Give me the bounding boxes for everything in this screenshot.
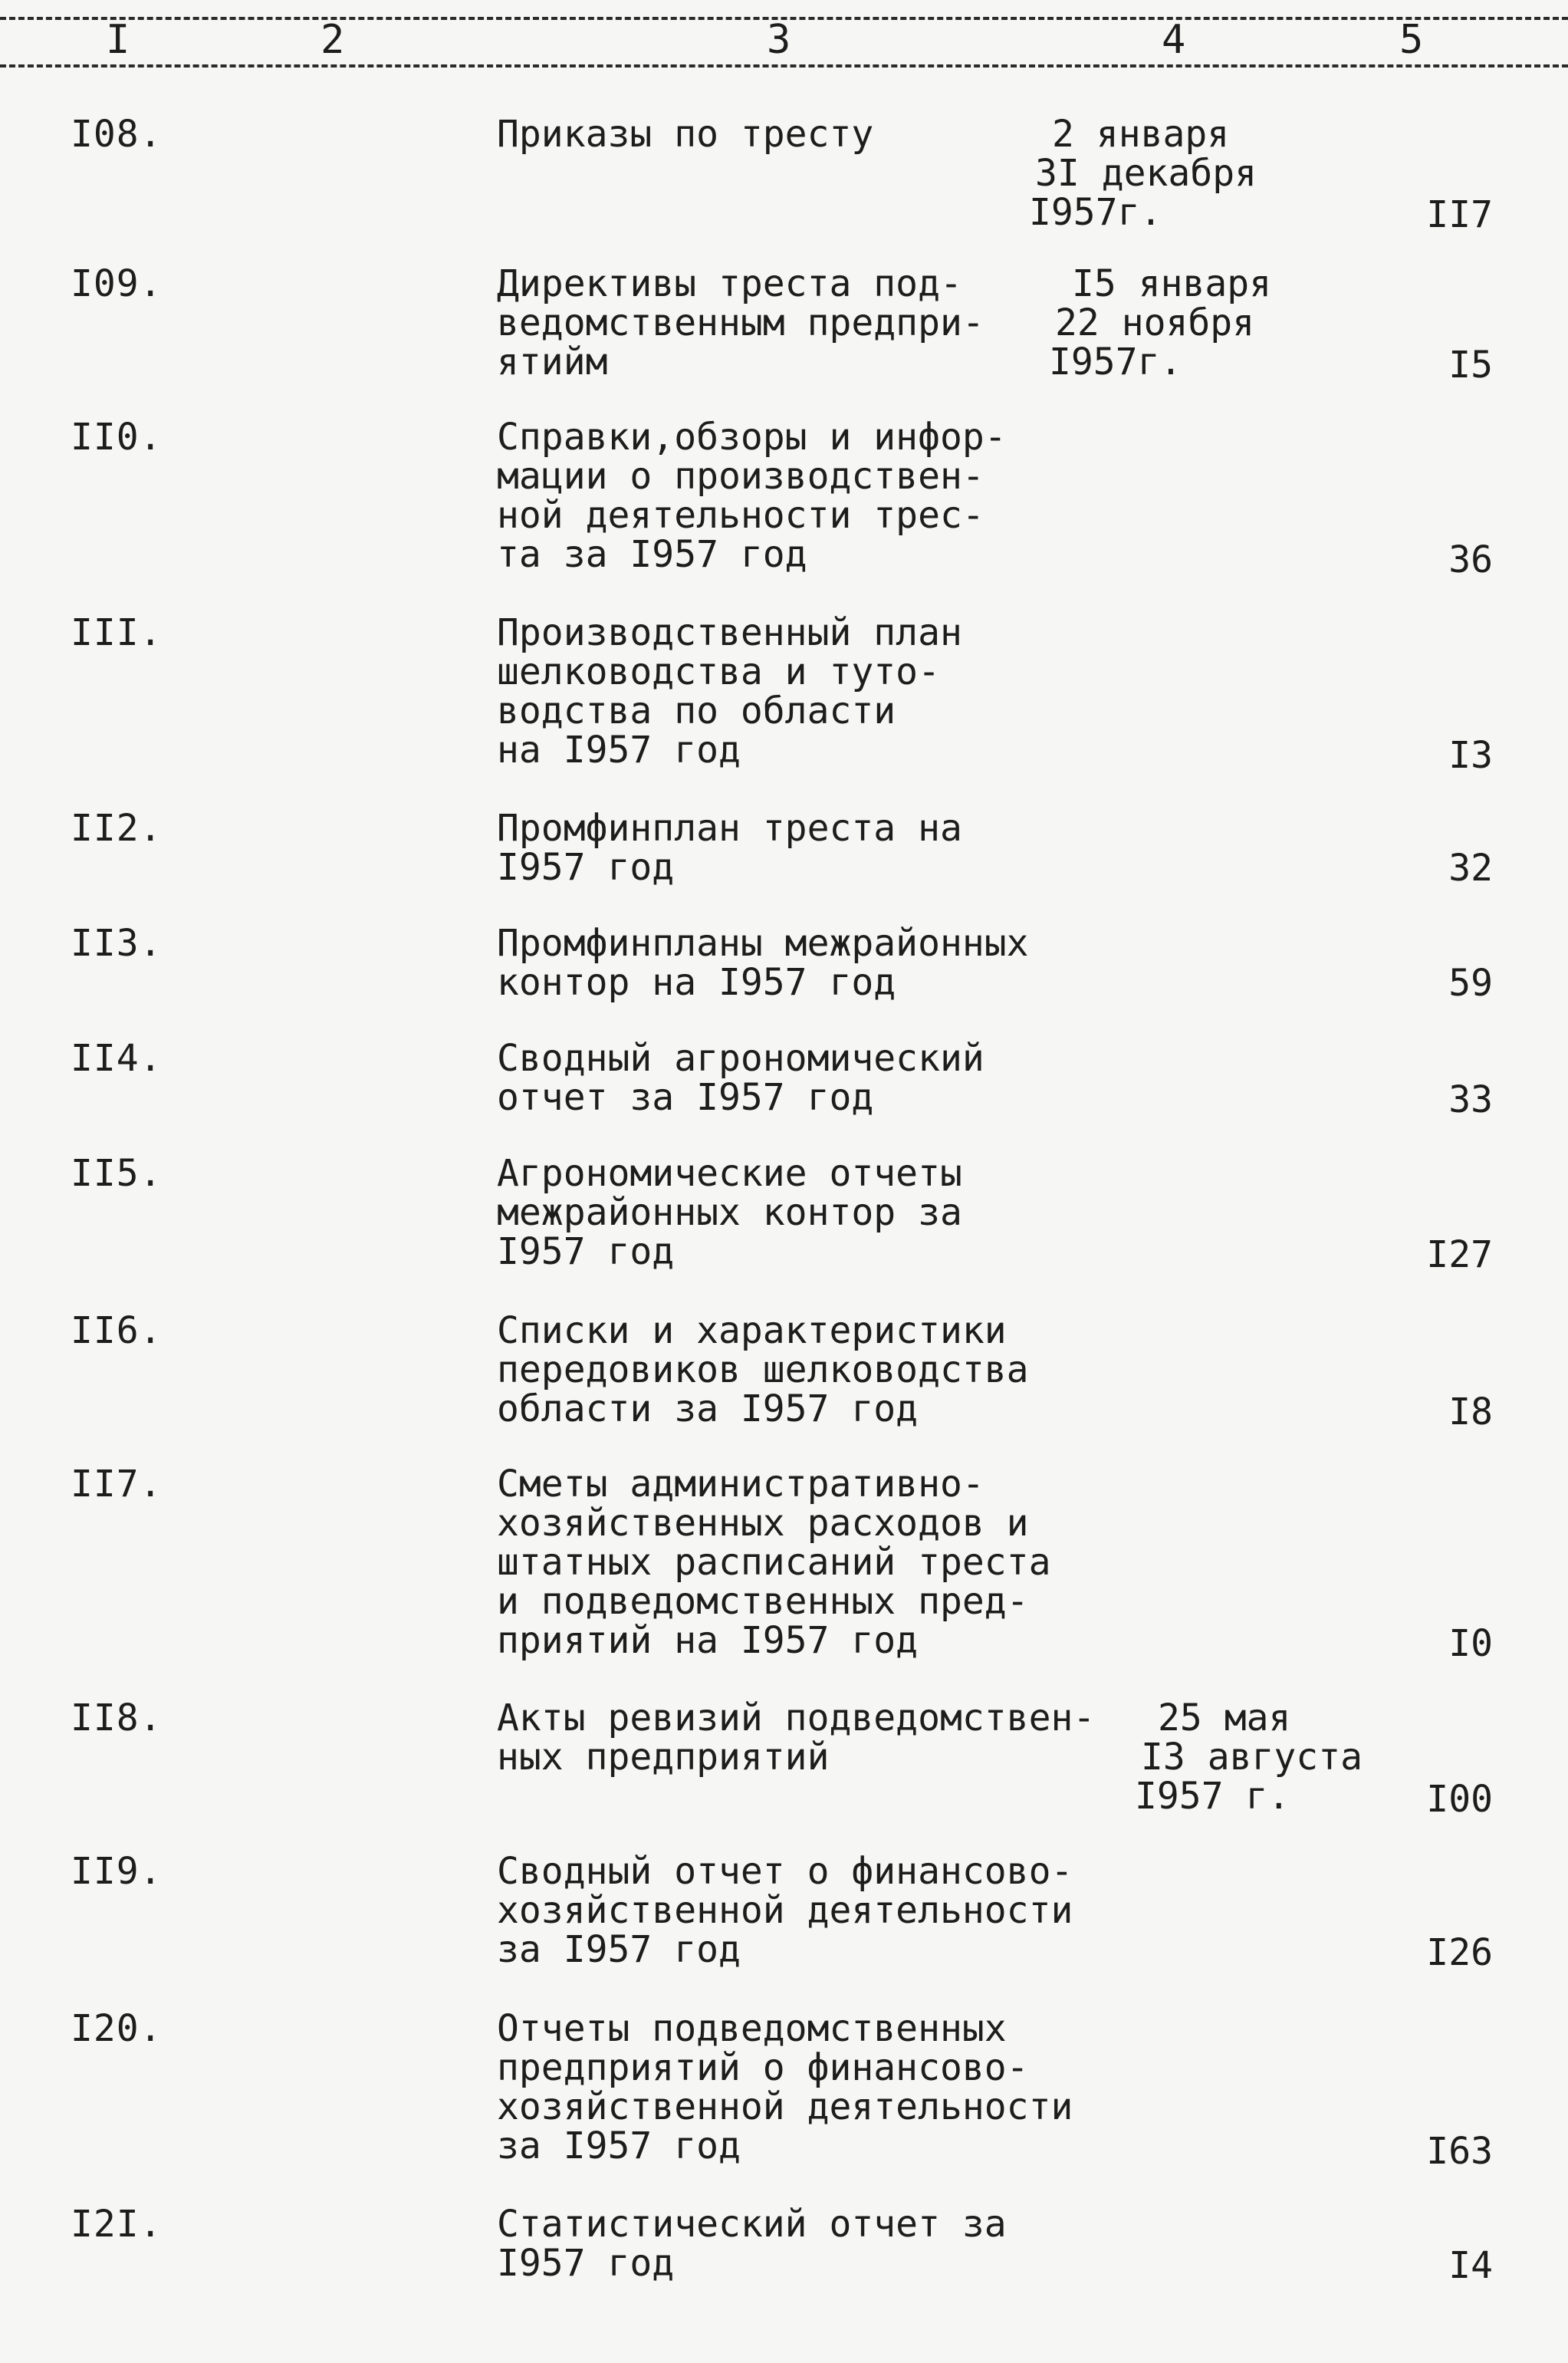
- item-title: Промфинпланы межрайонных контор на I957 год: [497, 922, 1029, 1004]
- item-title: Справки,обзоры и инфор- мации о производствен- ной деятельности трес- та за I957 год: [497, 416, 1007, 576]
- item-title: Агрономические отчеты межрайонных контор за I957 год: [497, 1152, 962, 1273]
- sheet-count: I0: [1448, 1622, 1493, 1665]
- sheet-count: I27: [1426, 1233, 1493, 1276]
- item-title: Списки и характеристики передовиков шелководства области за I957 год: [497, 1309, 1029, 1430]
- sheet-count: I4: [1448, 2244, 1493, 2287]
- sheet-count: I26: [1426, 1931, 1493, 1974]
- column-header-3: 3: [767, 17, 791, 63]
- sheet-count: 33: [1448, 1078, 1493, 1121]
- sheet-count: I8: [1448, 1390, 1493, 1433]
- column-header-2: 2: [321, 17, 345, 63]
- item-dates: [1135, 1699, 1457, 1816]
- item-number: II3.: [71, 922, 163, 965]
- item-number: II9.: [71, 1850, 163, 1893]
- sheet-count: I00: [1426, 1778, 1493, 1821]
- date-line: 3I декабря: [1035, 152, 1257, 195]
- sheet-count: II7: [1426, 193, 1493, 236]
- item-title: Отчеты подведомственных предприятий о финансово- хозяйственной деятельности за I957 год: [497, 2007, 1073, 2167]
- date-line: I957 г.: [1135, 1775, 1290, 1818]
- item-number: II6.: [71, 1309, 163, 1352]
- column-header-1: I: [106, 17, 130, 63]
- item-title: Сметы административно- хозяйственных расходов и штатных расписаний треста и подведомственных пред- приятий на I957 год: [497, 1463, 1051, 1662]
- column-header-4: 4: [1162, 17, 1186, 63]
- column-header-5: 5: [1399, 17, 1424, 63]
- item-number: II8.: [71, 1697, 163, 1739]
- date-line: 22 ноября: [1055, 301, 1255, 344]
- item-number: I20.: [71, 2007, 163, 2050]
- item-number: I09.: [71, 262, 163, 305]
- item-number: I08.: [71, 113, 163, 156]
- item-number: II7.: [71, 1463, 163, 1506]
- sheet-count: 36: [1448, 538, 1493, 581]
- header-bottom-rule: [0, 64, 1568, 67]
- sheet-count: I63: [1426, 2130, 1493, 2173]
- sheet-count: I3: [1448, 734, 1493, 777]
- item-title: Директивы треста под- ведомственным предпри- ятийм: [497, 262, 985, 383]
- sheet-count: 59: [1448, 962, 1493, 1005]
- item-title: Производственный план шелководства и туто- водства по области на I957 год: [497, 611, 962, 772]
- item-title: Приказы по тресту: [497, 113, 874, 156]
- sheet-count: I5: [1448, 344, 1493, 387]
- date-line: I957г.: [1049, 341, 1182, 383]
- date-line: I957г.: [1029, 191, 1162, 234]
- item-number: II0.: [71, 416, 163, 459]
- item-number: II2.: [71, 807, 163, 850]
- date-line: I5 января: [1072, 262, 1272, 305]
- item-number: II5.: [71, 1152, 163, 1195]
- item-title: Акты ревизий подведомствен- ных предприятий: [497, 1697, 1096, 1779]
- item-number: III.: [71, 611, 163, 654]
- item-number: II4.: [71, 1037, 163, 1080]
- date-line: I3 августа: [1141, 1736, 1363, 1779]
- item-title: Сводный отчет о финансово- хозяйственной деятельности за I957 год: [497, 1850, 1073, 1971]
- item-number: I2I.: [71, 2203, 163, 2246]
- date-line: 2 января: [1052, 113, 1230, 156]
- item-dates: [1049, 262, 1371, 383]
- item-title: Статистический отчет за I957 год: [497, 2203, 1007, 2285]
- item-title: Промфинплан треста на I957 год: [497, 807, 962, 889]
- item-dates: [1029, 115, 1351, 232]
- sheet-count: 32: [1448, 847, 1493, 890]
- date-line: 25 мая: [1158, 1697, 1291, 1739]
- item-title: Сводный агрономический отчет за I957 год: [497, 1037, 985, 1119]
